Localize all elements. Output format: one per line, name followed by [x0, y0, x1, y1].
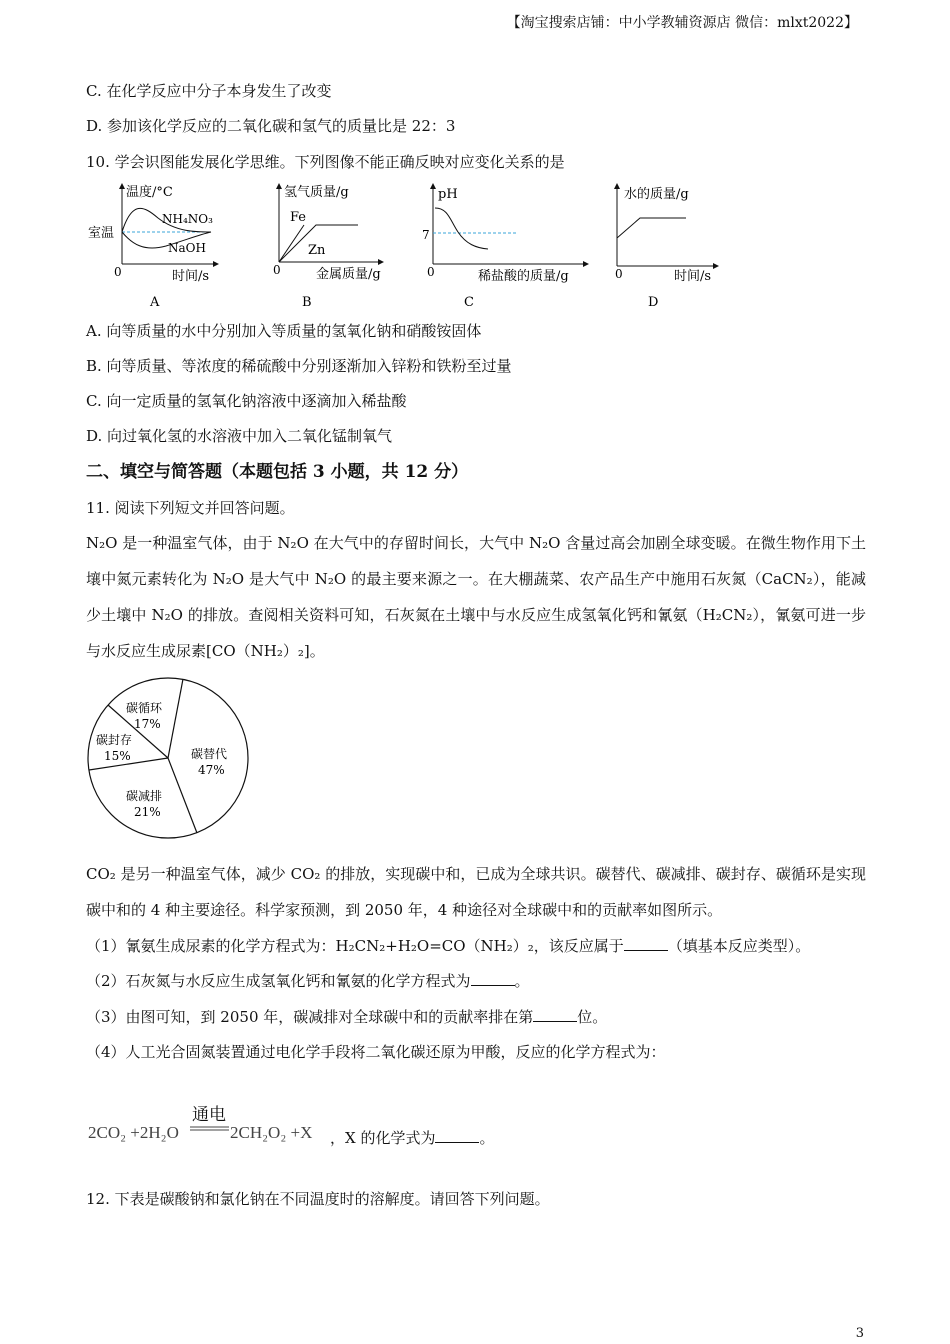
- pie-label-s1: 碳替代: [191, 747, 228, 761]
- graph-a-origin: 0: [114, 265, 122, 279]
- graph-c-ylabel: pH: [438, 187, 458, 202]
- q11-sub-2-text: （2）石灰氮与水反应生成氢氧化钙和氰氨的化学方程式为: [86, 972, 471, 990]
- graph-d-ylabel: 水的质量/g: [624, 187, 689, 202]
- graph-d-tag: D: [648, 295, 659, 310]
- graph-b: [273, 185, 381, 310]
- pie-pct-s3: 15%: [104, 749, 131, 763]
- graph-b-curve2: Zn: [308, 243, 326, 258]
- graph-b-curve1: Fe: [290, 210, 307, 225]
- q10-option-b: B. 向等质量、等浓度的稀硫酸中分别逐渐加入锌粉和铁粉至过量: [86, 357, 512, 375]
- q9-option-c: C. 在化学反应中分子本身发生了改变: [86, 82, 332, 100]
- q11-equation: [88, 1100, 328, 1152]
- graph-d-origin: 0: [615, 267, 623, 281]
- q12-stem: 12. 下表是碳酸钠和氯化钠在不同温度时的溶解度。请回答下列问题。: [86, 1190, 550, 1208]
- q11-paragraph-1: N₂O 是一种温室气体，由于 N₂O 在大气中的存留时间长，大气中 N₂O 含量过高会加剧全球变暖。在微生物作用下土壤中氮元素转化为 N₂O 是大气中 N₂O 的最主要来源之一。在大棚蔬菜、农产品生产中施用石灰氮（CaCN₂），能减少土壤中 N₂O 的排放。查阅相关资料可知，石灰氮在土壤中与水反应生成氢氧化钙和氰氨（H₂CN₂），氰氨可进一步与水反应生成尿素[CO（NH₂）₂]。: [86, 534, 866, 660]
- section-2-title: 二、填空与简答题（本题包括 3 小题，共 12 分）: [86, 462, 469, 482]
- graph-d: [615, 186, 716, 310]
- graph-a-xlabel: 时间/s: [172, 269, 210, 284]
- contribution-pie-chart: [86, 676, 256, 844]
- graph-b-origin: 0: [273, 263, 281, 277]
- q11-eq-blank[interactable]: [435, 1128, 479, 1143]
- q11-sub-2-blank[interactable]: [471, 971, 515, 986]
- graph-b-xlabel: 金属质量/g: [316, 267, 381, 282]
- q10-option-d: D. 向过氧化氢的水溶液中加入二氧化锰制氧气: [86, 427, 393, 445]
- q11-sub-1-tail: （填基本反应类型）。: [667, 937, 811, 955]
- graph-a-tag: A: [150, 295, 160, 310]
- graph-c: [422, 186, 586, 310]
- q11-sub-3: [86, 1007, 607, 1027]
- q11-paragraph-2: CO₂ 是另一种温室气体，减少 CO₂ 的排放，实现碳中和，已成为全球共识。碳替代、碳减排、碳封存、碳循环是实现碳中和的 4 种主要途径。科学家预测，到 2050 年，4 种途径对全球碳中和的贡献率如图所示。: [86, 865, 866, 919]
- graph-a-ylabel: 温度/°C: [126, 185, 173, 200]
- q11-sub-4: （4）人工光合固氮装置通过电化学手段将二氧化碳还原为甲酸，反应的化学方程式为：: [86, 1043, 666, 1061]
- q11-eq-tail-text: ，X 的化学式为: [330, 1129, 436, 1147]
- graph-a: [88, 184, 216, 310]
- pie-pct-s2: 21%: [134, 805, 161, 819]
- pie-svg: [86, 676, 256, 840]
- q11-sub-1: [86, 936, 810, 956]
- graph-c-origin: 0: [427, 265, 435, 279]
- q10-graph-svg: [86, 180, 746, 315]
- graph-c-xlabel: 稀盐酸的质量/g: [478, 269, 569, 284]
- q10-graphs: [86, 180, 746, 319]
- q9-option-d: D. 参加该化学反应的二氧化碳和氢气的质量比是 22：3: [86, 117, 456, 135]
- graph-c-tag: C: [464, 295, 474, 310]
- graph-a-curve1: NH₄NO₃: [162, 212, 213, 226]
- q10-stem: 10. 学会识图能发展化学思维。下列图像不能正确反映对应变化关系的是: [86, 153, 565, 171]
- equation-svg: [88, 1100, 328, 1148]
- graph-c-ref: 7: [422, 228, 430, 242]
- graph-b-tag: B: [302, 295, 312, 310]
- pie-label-s2: 碳减排: [126, 789, 163, 803]
- q10-option-a: A. 向等质量的水中分别加入等质量的氢氧化钠和硝酸铵固体: [86, 322, 482, 340]
- q11-sub-3-text: （3）由图可知，到 2050 年，碳减排对全球碳中和的贡献率排在第: [86, 1008, 534, 1026]
- q11-equation-tail: [330, 1128, 494, 1148]
- pie-label-s4: 碳循环: [126, 701, 163, 715]
- q11-sub-2: [86, 971, 530, 991]
- q11-sub-3-blank[interactable]: [533, 1007, 577, 1022]
- graph-a-ref: 室温: [88, 226, 115, 241]
- pie-label-s3: 碳封存: [96, 733, 133, 747]
- q10-option-c: C. 向一定质量的氢氧化钠溶液中逐滴加入稀盐酸: [86, 392, 407, 410]
- graph-d-xlabel: 时间/s: [674, 269, 712, 284]
- q11-stem: 11. 阅读下列短文并回答问题。: [86, 499, 295, 517]
- equation-left: 2CO₂ +2H₂O: [88, 1123, 179, 1142]
- q11-sub-3-tail: 位。: [577, 1008, 608, 1026]
- q11-sub-1-text: （1）氰氨生成尿素的化学方程式为：H₂CN₂+H₂O=CO（NH₂）₂，该反应属于: [86, 937, 624, 955]
- equation-condition: 通电: [192, 1105, 226, 1124]
- graph-b-ylabel: 氢气质量/g: [284, 185, 349, 200]
- page-number: 3: [855, 1326, 864, 1341]
- pie-pct-s1: 47%: [198, 763, 225, 777]
- q11-sub-1-blank[interactable]: [624, 936, 668, 951]
- pie-pct-s4: 17%: [134, 717, 161, 731]
- graph-a-curve2: NaOH: [168, 241, 206, 255]
- q11-sub-2-tail: 。: [514, 972, 530, 990]
- page-header: 【淘宝搜索店铺：中小学教辅资源店 微信：mlxt2022】: [506, 15, 858, 31]
- equation-right: 2CH₂O₂ +X: [230, 1123, 313, 1142]
- q11-eq-tail-end: 。: [479, 1129, 495, 1147]
